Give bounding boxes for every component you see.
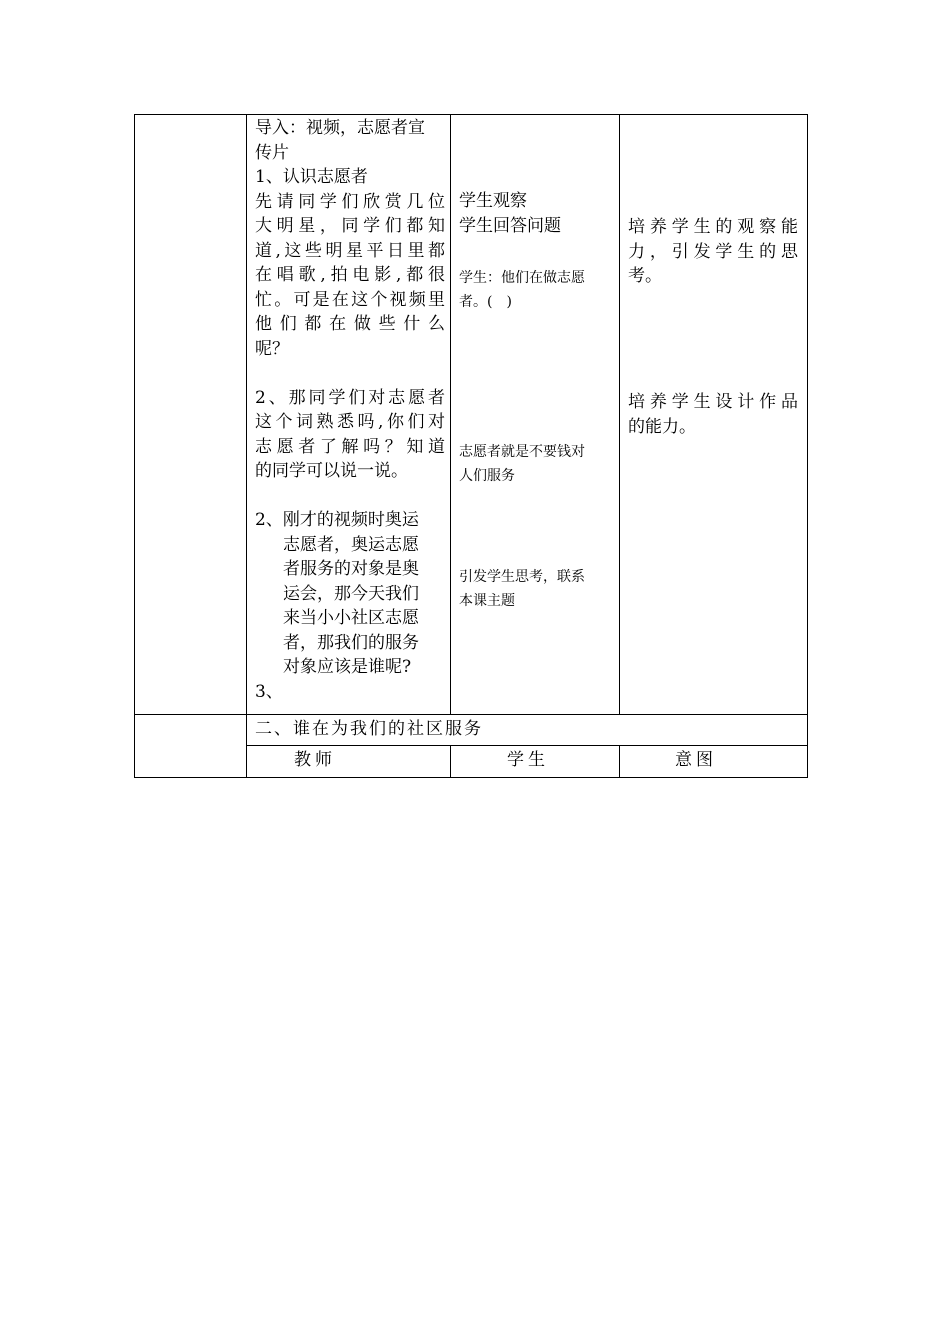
section1-line-6: 他们都在做些什么 [255, 314, 445, 334]
intent2-line-1: 培养学生设计作品 [628, 392, 798, 412]
section2-line-2: 这个词熟悉吗,你们对 [255, 412, 445, 432]
student-reply-line-2: 者。( ) [459, 294, 512, 310]
section2-line-1: 2、那同学们对志愿者 [255, 387, 445, 408]
column-divider-3 [619, 114, 620, 715]
section1-heading: 1、认识志愿者 [255, 167, 368, 187]
section3-line-3: 运会，那今天我们 [283, 583, 419, 604]
section1-line-3: 道,这些明星平日里都 [255, 240, 445, 261]
volunteer-definition-cell [459, 440, 617, 488]
intent-cell-1 [628, 215, 798, 289]
section1-line-1: 先请同学们欣赏几位 [255, 191, 445, 212]
section3-first-line: 2、刚才的视频时奥运 [255, 510, 419, 530]
think-cell [459, 565, 617, 613]
row-divider [134, 714, 808, 715]
think-line-2: 本课主题 [459, 593, 515, 609]
table-right-border [807, 114, 808, 778]
section4-number: 3、 [255, 681, 283, 702]
section1-line-7: 呢？ [255, 338, 289, 359]
section3-line-1: 志愿者，奥运志愿 [283, 534, 419, 555]
intent-cell-2 [628, 390, 798, 439]
header-row-divider [246, 745, 808, 746]
header-intent: 意图 [675, 750, 717, 770]
table-bottom-border [134, 777, 808, 778]
intro-line-2: 传片 [255, 142, 289, 163]
column-divider-3-lower [619, 745, 620, 778]
table-left-border [134, 114, 135, 778]
header-student: 学生 [507, 750, 549, 770]
section-two-title: 二、谁在为我们的社区服务 [255, 719, 483, 739]
teacher-activity-cell [255, 116, 445, 704]
section1-line-2: 大明星，同学们都知 [255, 216, 445, 236]
section3-line-4: 来当小小社区志愿 [283, 608, 419, 628]
intro-line-1: 导入：视频，志愿者宣 [255, 118, 425, 138]
intent2-line-2: 的能力。 [628, 416, 696, 437]
student-answer: 学生回答问题 [459, 215, 561, 236]
student-observe-cell [459, 189, 615, 238]
section3-line-2: 者服务的对象是奥 [283, 559, 419, 579]
student-observe: 学生观察 [459, 191, 527, 211]
intent1-line-1: 培养学生的观察能 [628, 217, 798, 237]
student-reply-cell [459, 266, 617, 314]
section2-line-4: 的同学可以说一说。 [255, 461, 408, 481]
column-divider-2 [450, 114, 451, 715]
section2-line-3: 志愿者了解吗？知道 [255, 436, 445, 457]
column-divider-2-lower [450, 745, 451, 778]
student-reply-line-1: 学生：他们在做志愿 [459, 270, 585, 286]
table-top-border [134, 114, 808, 115]
volunteer-def-line-2: 人们服务 [459, 468, 515, 484]
volunteer-def-line-1: 志愿者就是不要钱对 [459, 444, 585, 460]
think-line-1: 引发学生思考，联系 [459, 569, 585, 585]
column-divider-1 [246, 114, 247, 778]
intent1-line-3: 考。 [628, 266, 662, 286]
intent1-line-2: 力，引发学生的思 [628, 241, 798, 262]
header-teacher: 教师 [294, 750, 336, 770]
section1-line-4: 在唱歌,拍电影,都很 [255, 265, 445, 285]
section3-line-6: 对象应该是谁呢? [283, 657, 412, 677]
section3-line-5: 者，那我们的服务 [283, 632, 419, 653]
section1-line-5: 忙。可是在这个视频里 [255, 289, 445, 310]
